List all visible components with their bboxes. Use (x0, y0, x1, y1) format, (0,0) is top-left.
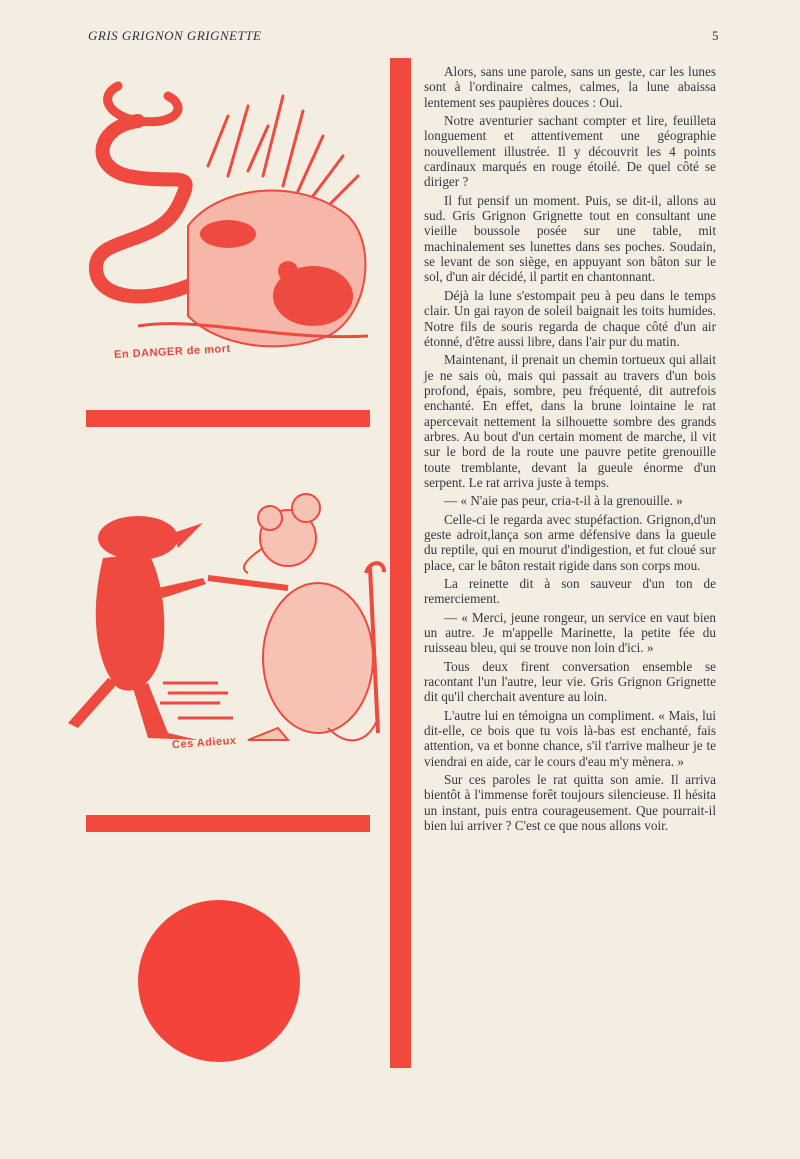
story-paragraph: L'autre lui en témoigna un compliment. « Mais, lui dit-elle, ce bois que tu vois là-bas est enchanté, fais attention, va et bonne chance, s'il t'arrive malheur je te viendrai en aide, car le cours d'eau m'y mènera. » (424, 707, 716, 769)
snake-toad-illustration (78, 66, 378, 386)
story-paragraph: Tous deux firent conversation ensemble se racontant l'un l'autre, leur vie. Gris Grignon Grignette dit qu'il cherchait aventure au loin. (424, 658, 716, 705)
story-paragraph: Sur ces paroles le rat quitta son amie. Il arriva bientôt à l'immense forêt toujours silencieuse. Il hésita un instant, puis entra courageusement. Que pourrait-il bien lui arriver ? C'est ce que nous allons voir. (424, 772, 716, 834)
story-paragraph: Il fut pensif un moment. Puis, se dit-il, allons au sud. Gris Grignon Grignette tout en consultant une vieille boussole posée sur une table, mit machinalement ses lunettes dans ses poches. Soudain, se levant de son siège, en appuyant son bâton sur le sol, d'un air décidé, il partit en chantonnant. (424, 192, 716, 285)
page-number: 5 (712, 28, 719, 43)
red-divider-bar (86, 815, 370, 832)
story-paragraph: — « Merci, jeune rongeur, un service en vaut bien un autre. Je m'appelle Marinette, la petite fée du ruisseau bleu, qui se trouve non loin d'ici. » (424, 609, 716, 656)
story-paragraph: Notre aventurier sachant compter et lire, feuilleta longuement et attentivement une géographie nouvellement illustrée. Il y découvrit les 4 points cardinaux marqués en rouge étoilé. De quel côté se diriger ? (424, 113, 716, 190)
story-paragraph: — « N'aie pas peur, cria-t-il à la grenouille. » (444, 493, 683, 509)
story-paragraph: Déjà la lune s'estompait peu à peu dans le temps clair. Un gai rayon de soleil baignait les toits humides. Notre fils de souris regarda de chaque côté d'un air étonné, d'être aussi libre, dans l'air pur du matin. (424, 287, 716, 349)
red-disc-ornament (138, 900, 300, 1062)
story-paragraph: Alors, sans une parole, sans un geste, car les lunes sont à l'ordinaire calmes, calmes, la lune abaissa lentement ses paupières douces : Oui. (424, 64, 716, 110)
frog-rat-farewell-illustration (48, 478, 388, 768)
snake-illustration-caption: En DANGER de mort (113, 342, 231, 362)
vertical-red-rule (390, 58, 411, 1068)
story-paragraph: Celle-ci le regarda avec stupéfaction. Grignon,d'un geste adroit,lança son arme défensive dans la gueule du reptile, qui en mourut d'indigestion, et fut cloué sur place, car le bâton restait rigide dans son corps mou. (424, 511, 716, 573)
red-divider-bar (86, 410, 370, 427)
story-paragraph: Maintenant, il prenait un chemin tortueux qui allait je ne sais où, mais qui passait au travers d'un bois profond, épais, sombre, peu fréquenté, dit autrefois enchanté. En effet, dans la brune lointaine le rat apercevait nettement la silhouette sombre des grands arbres. Au bout d'un certain moment de marche, il vit sur le bord de la route une pauvre petite grenouille toute tremblante, devant la gueule énorme d'un serpent. Le rat arriva juste à temps. (424, 352, 716, 490)
running-title: GRIS GRIGNON GRIGNETTE (88, 28, 262, 43)
story-paragraph: La reinette dit à son sauveur d'un ton de remerciement. (424, 576, 716, 607)
story-text-column (424, 64, 716, 837)
farewell-illustration-caption: Ces Adieux (171, 734, 237, 752)
